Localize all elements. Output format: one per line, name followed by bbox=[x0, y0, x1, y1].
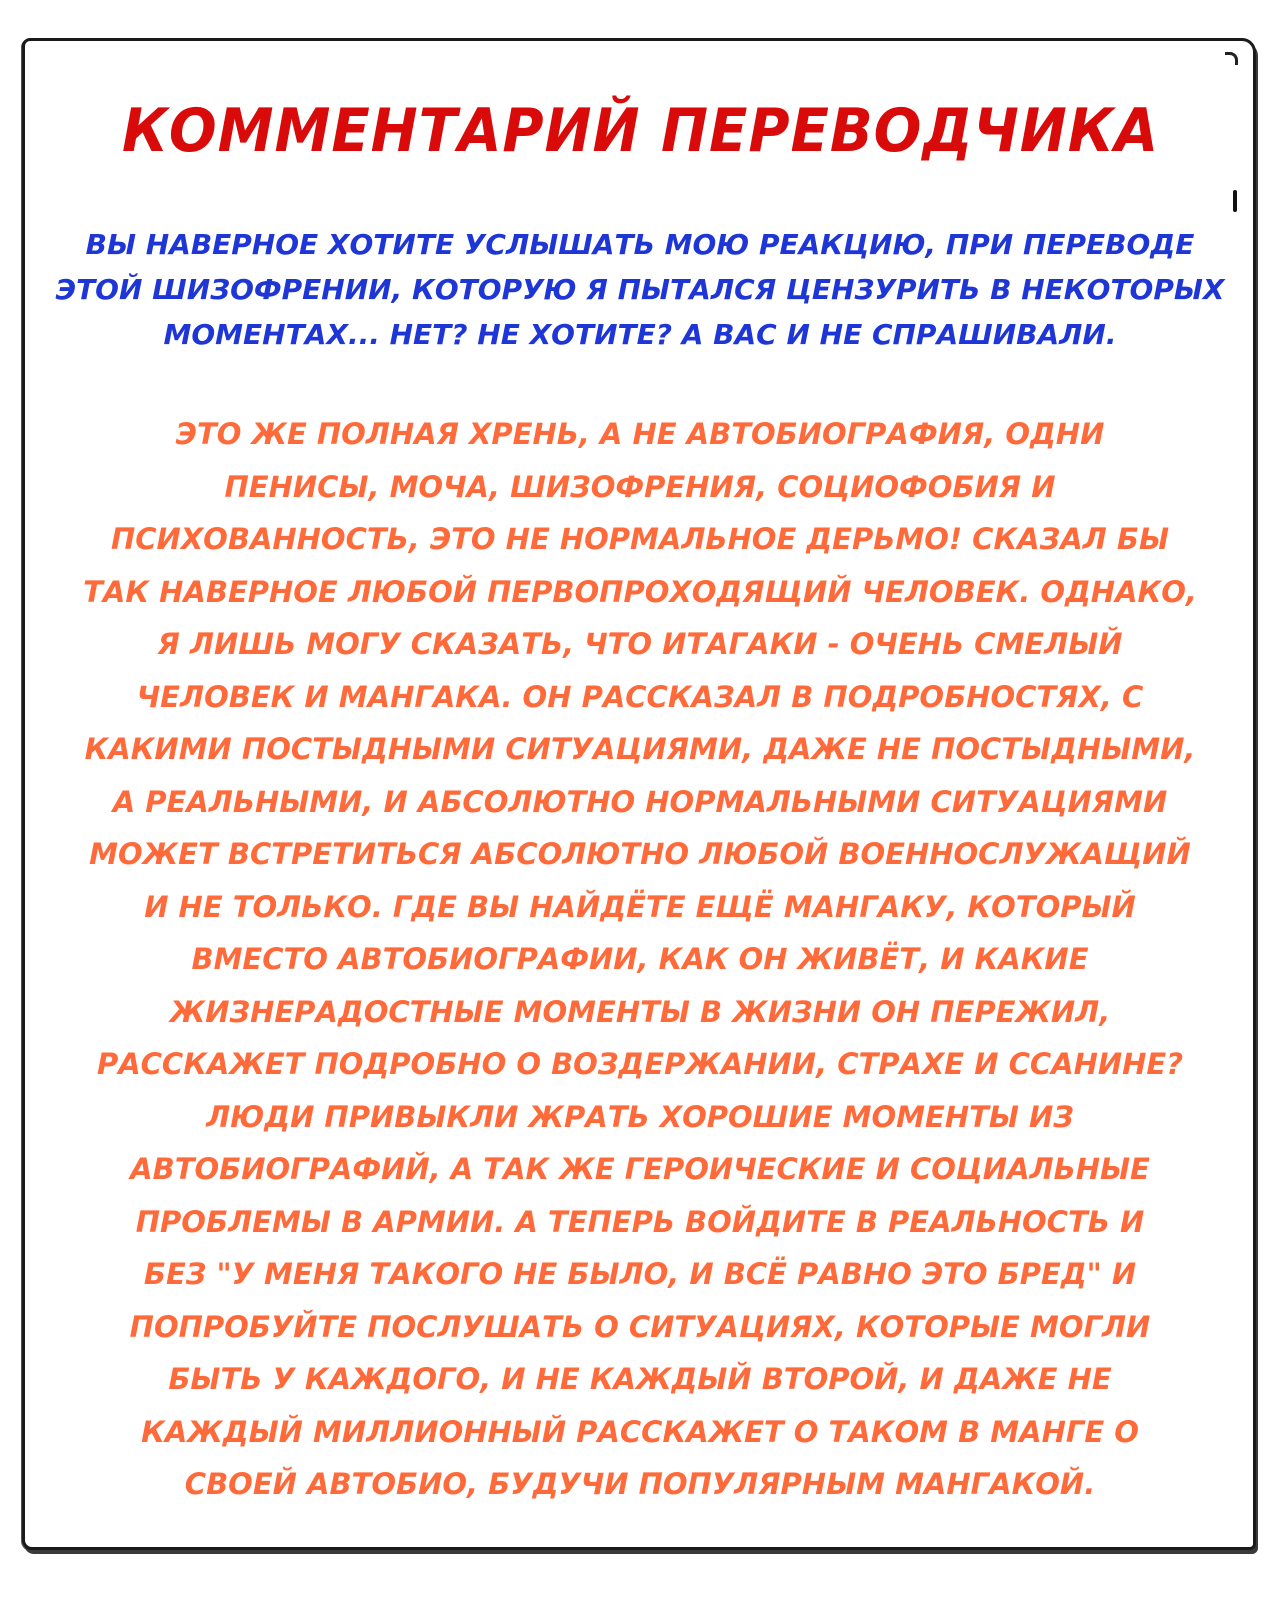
panel-corner-mark bbox=[1225, 52, 1238, 65]
body-line: БЕЗ "У МЕНЯ ТАКОГО НЕ БЫЛО, И ВСЁ РАВНО ЭТО БРЕД" И bbox=[143, 1257, 1137, 1291]
body-line: ЖИЗНЕРАДОСТНЫЕ МОМЕНТЫ В ЖИЗНИ ОН ПЕРЕЖИЛ, bbox=[169, 994, 1111, 1029]
body-line: БЫТЬ У КАЖДОГО, И НЕ КАЖДЫЙ ВТОРОЙ, И ДАЖЕ НЕ bbox=[168, 1362, 1112, 1396]
body-line: ПОПРОБУЙТЕ ПОСЛУШАТЬ О СИТУАЦИЯХ, КОТОРЫЕ МОГЛИ bbox=[129, 1309, 1151, 1344]
intro-line: ЭТОЙ ШИЗОФРЕНИИ, КОТОРУЮ Я ПЫТАЛСЯ ЦЕНЗУРИТЬ В НЕКОТОРЫХ bbox=[55, 273, 1225, 306]
comment-body bbox=[50, 408, 1230, 1511]
body-line: КАКИМИ ПОСТЫДНЫМИ СИТУАЦИЯМИ, ДАЖЕ НЕ ПОСТЫДНЫМИ, bbox=[84, 732, 1196, 766]
intro-paragraph bbox=[50, 222, 1230, 357]
intro-line: МОМЕНТАХ... НЕТ? НЕ ХОТИТЕ? А ВАС И НЕ СПРАШИВАЛИ. bbox=[163, 318, 1117, 351]
body-line: ТАК НАВЕРНОЕ ЛЮБОЙ ПЕРВОПРОХОДЯЩИЙ ЧЕЛОВЕК. ОДНАКО, bbox=[83, 574, 1197, 609]
body-line: АВТОБИОГРАФИЙ, А ТАК ЖЕ ГЕРОИЧЕСКИЕ И СОЦИАЛЬНЫЕ bbox=[130, 1152, 1150, 1186]
body-line: ПРОБЛЕМЫ В АРМИИ. А ТЕПЕРЬ ВОЙДИТЕ В РЕАЛЬНОСТЬ И bbox=[135, 1204, 1145, 1239]
intro-line: ВЫ НАВЕРНОЕ ХОТИТЕ УСЛЫШАТЬ МОЮ РЕАКЦИЮ, ПРИ ПЕРЕВОДЕ bbox=[85, 228, 1195, 261]
body-line: ЧЕЛОВЕК И МАНГАКА. ОН РАССКАЗАЛ В ПОДРОБНОСТЯХ, С bbox=[136, 679, 1144, 714]
body-line: ЛЮДИ ПРИВЫКЛИ ЖРАТЬ ХОРОШИЕ МОМЕНТЫ ИЗ bbox=[206, 1099, 1074, 1134]
body-line: ВМЕСТО АВТОБИОГРАФИИ, КАК ОН ЖИВЁТ, И КАКИЕ bbox=[191, 942, 1089, 976]
body-line: ПЕНИСЫ, МОЧА, ШИЗОФРЕНИЯ, СОЦИОФОБИЯ И bbox=[224, 469, 1056, 504]
body-line: МОЖЕТ ВСТРЕТИТЬСЯ АБСОЛЮТНО ЛЮБОЙ ВОЕННОСЛУЖАЩИЙ bbox=[89, 837, 1191, 871]
body-line: Я ЛИШЬ МОГУ СКАЗАТЬ, ЧТО ИТАГАКИ - ОЧЕНЬ СМЕЛЫЙ bbox=[157, 627, 1123, 661]
body-line: И НЕ ТОЛЬКО. ГДЕ ВЫ НАЙДЁТЕ ЕЩЁ МАНГАКУ, КОТОРЫЙ bbox=[144, 889, 1136, 924]
page-title: КОММЕНТАРИЙ ПЕРЕВОДЧИКА bbox=[121, 96, 1160, 166]
body-line: СВОЕЙ АВТОБИО, БУДУЧИ ПОПУЛЯРНЫМ МАНГАКОЙ. bbox=[184, 1467, 1096, 1501]
body-line: РАССКАЖЕТ ПОДРОБНО О ВОЗДЕРЖАНИИ, СТРАХЕ И ССАНИНЕ? bbox=[96, 1047, 1184, 1081]
body-line: ПСИХОВАННОСТЬ, ЭТО НЕ НОРМАЛЬНОЕ ДЕРЬМО! СКАЗАЛ БЫ bbox=[111, 522, 1169, 556]
panel-edge-tick bbox=[1233, 190, 1237, 212]
body-line: КАЖДЫЙ МИЛЛИОННЫЙ РАССКАЖЕТ О ТАКОМ В МАНГЕ О bbox=[141, 1414, 1139, 1449]
body-line: А РЕАЛЬНЫМИ, И АБСОЛЮТНО НОРМАЛЬНЫМИ СИТУАЦИЯМИ bbox=[112, 784, 1168, 819]
body-line: ЭТО ЖЕ ПОЛНАЯ ХРЕНЬ, А НЕ АВТОБИОГРАФИЯ, ОДНИ bbox=[175, 417, 1105, 451]
